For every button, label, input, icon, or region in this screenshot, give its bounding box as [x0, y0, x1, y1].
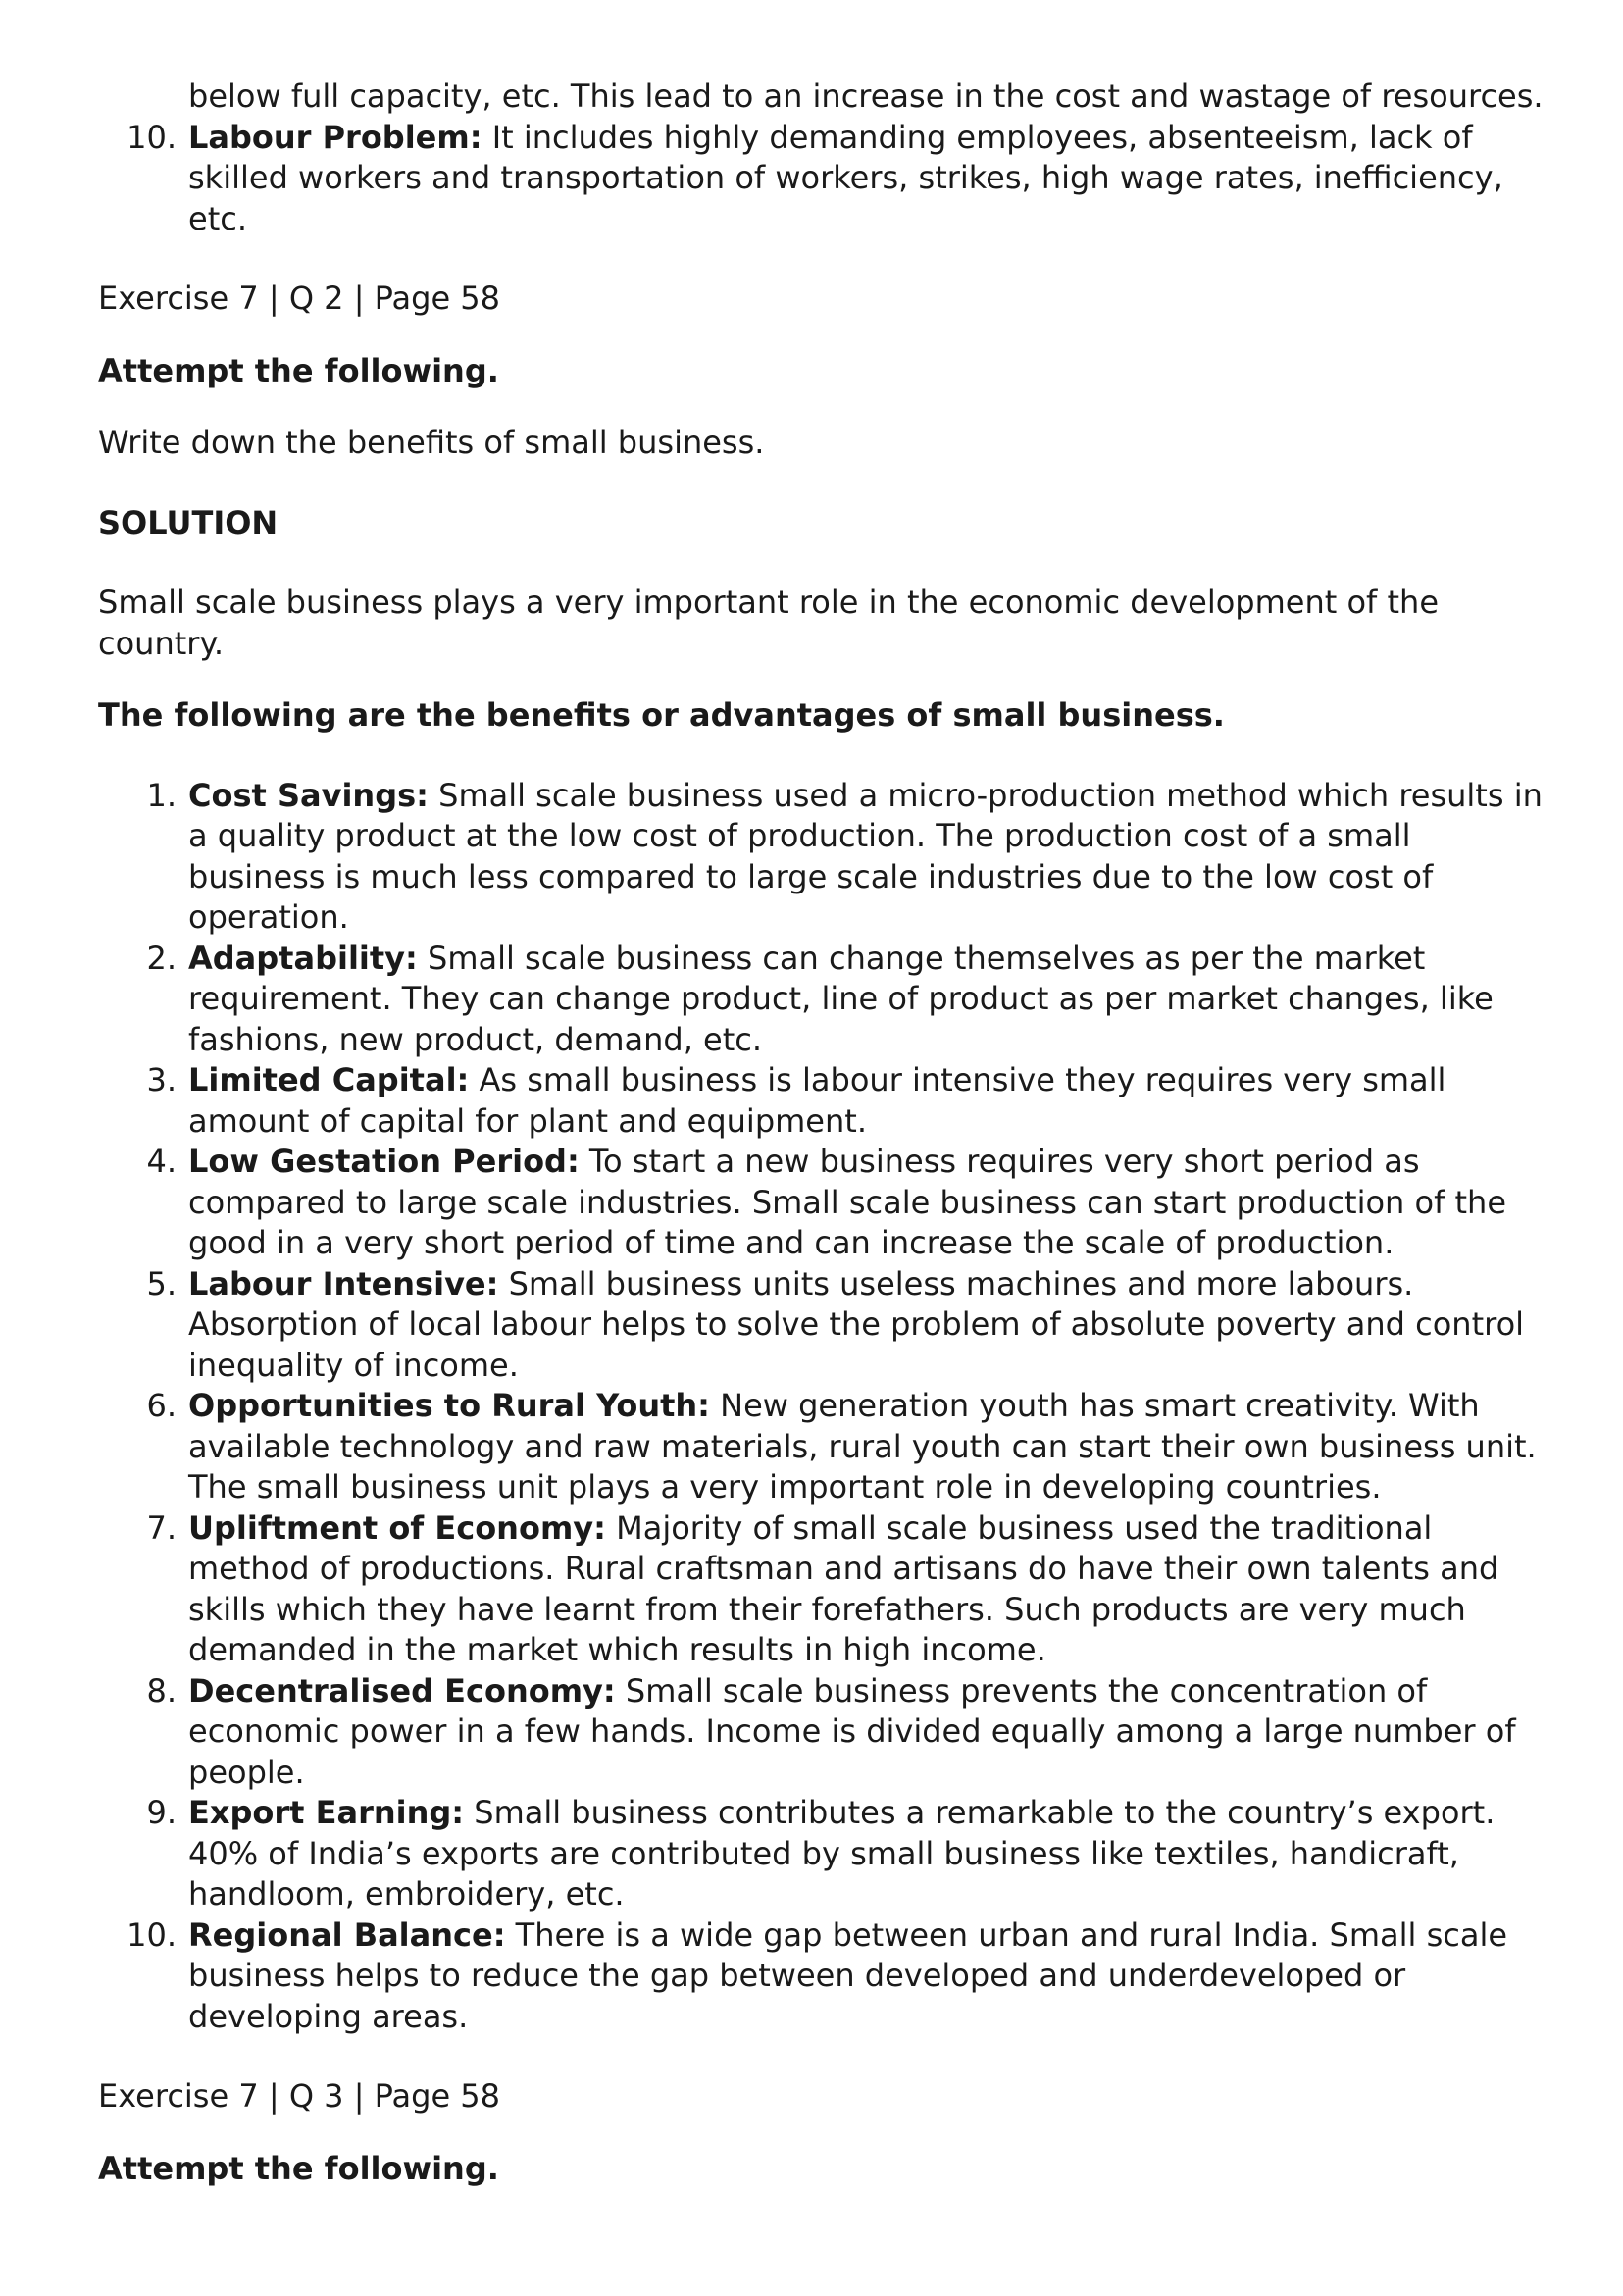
benefit-item: [98, 1508, 1549, 1671]
benefit-number: 8.: [146, 1671, 177, 1709]
benefit-title: Cost Savings:: [188, 776, 429, 814]
benefit-title: Labour Intensive:: [188, 1264, 499, 1302]
benefit-text: Small scale business can change themselves as per the market requirement. They can change product, line of product as per market changes, like fashions, new product, demand, etc.: [188, 939, 1494, 1058]
benefit-text: Small business contributes a remarkable to the country’s export. 40% of India’s exports are contributed by small business like textiles, handicraft, handloom, embroidery, etc.: [188, 1794, 1496, 1913]
benefit-text: Small scale business used a micro-production method which results in a quality product at the low cost of production. The production cost of a small business is much less compared to large scale industries due to the low cost of operation.: [188, 776, 1543, 936]
benefit-item: [98, 939, 1549, 1061]
list-item-number: 10.: [127, 118, 177, 156]
previous-answer-list: [98, 77, 1549, 239]
list-item-text: It includes highly demanding employees, absenteeism, lack of skilled workers and transportation of workers, strikes, high wage rates, inefficiency, etc.: [188, 118, 1503, 237]
benefit-number: 9.: [146, 1794, 177, 1831]
question-heading: Attempt the following.: [98, 351, 499, 389]
benefit-number: 1.: [146, 776, 177, 814]
question-reference: Exercise 7 | Q 2 | Page 58: [98, 280, 501, 317]
benefit-title: Regional Balance:: [188, 1915, 506, 1954]
benefit-text: Majority of small scale business used the traditional method of productions. Rural craftsman and artisans do have their own talents and skills which they have learnt from their forefathers. Such products are very much demanded in the market which results in high income.: [188, 1508, 1499, 1668]
benefit-title: Export Earning:: [188, 1794, 465, 1831]
question-heading-next: Attempt the following.: [98, 2149, 499, 2187]
benefit-item: [98, 1142, 1549, 1264]
benefit-title: Opportunities to Rural Youth:: [188, 1387, 710, 1424]
benefit-text: As small business is labour intensive they requires very small amount of capital for plant and equipment.: [188, 1061, 1446, 1140]
benefit-item: [98, 776, 1549, 939]
benefit-item: [98, 1793, 1549, 1915]
benefit-item: [98, 1060, 1549, 1142]
benefit-item: [98, 1915, 1549, 2038]
solution-intro: Small scale business plays a very important role in the economic development of the country.: [98, 584, 1439, 662]
solution-label: SOLUTION: [98, 503, 279, 541]
benefit-text: Small business units useless machines and more labours. Absorption of local labour helps to solve the problem of absolute poverty and control inequality of income.: [188, 1264, 1525, 1384]
list-item: [98, 118, 1549, 240]
benefit-item: [98, 1386, 1549, 1508]
benefit-text: To start a new business requires very short period as compared to large scale industries. Small scale business can start production of the good in a very short period of time and can increase the scale of production.: [188, 1143, 1507, 1261]
benefit-number: 3.: [146, 1061, 177, 1098]
benefit-number: 5.: [146, 1264, 177, 1302]
question-reference-next: Exercise 7 | Q 3 | Page 58: [98, 2077, 501, 2115]
benefits-list: [98, 776, 1549, 2038]
benefit-number: 6.: [146, 1387, 177, 1424]
benefit-number: 10.: [127, 1915, 177, 1954]
benefit-text: Small scale business prevents the concentration of economic power in a few hands. Income is divided equally among a large number of people.: [188, 1671, 1516, 1791]
list-item-title: Labour Problem:: [188, 118, 482, 156]
list-item-continuation: [98, 77, 1549, 118]
benefit-item: [98, 1671, 1549, 1794]
benefit-number: 7.: [146, 1508, 177, 1547]
benefit-title: Adaptability:: [188, 939, 418, 977]
benefit-title: Upliftment of Economy:: [188, 1508, 606, 1547]
benefit-title: Limited Capital:: [188, 1061, 470, 1098]
benefit-item: [98, 1264, 1549, 1387]
question-text: Write down the benefits of small business.: [98, 424, 765, 461]
benefit-title: Decentralised Economy:: [188, 1671, 616, 1709]
benefit-title: Low Gestation Period:: [188, 1143, 580, 1180]
document-page: [98, 77, 1549, 2189]
benefit-text: New generation youth has smart creativity. With available technology and raw materials, rural youth can start their own business unit. The small business unit plays a very important role in developing countries.: [188, 1387, 1537, 1505]
benefits-heading: The following are the benefits or advantages of small business.: [98, 696, 1225, 734]
benefit-number: 4.: [146, 1143, 177, 1180]
benefit-text: There is a wide gap between urban and rural India. Small scale business helps to reduce the gap between developed and underdeveloped or developing areas.: [188, 1915, 1508, 2035]
continuation-text: below full capacity, etc. This lead to an increase in the cost and wastage of resources.: [188, 77, 1544, 115]
benefit-number: 2.: [146, 939, 177, 977]
